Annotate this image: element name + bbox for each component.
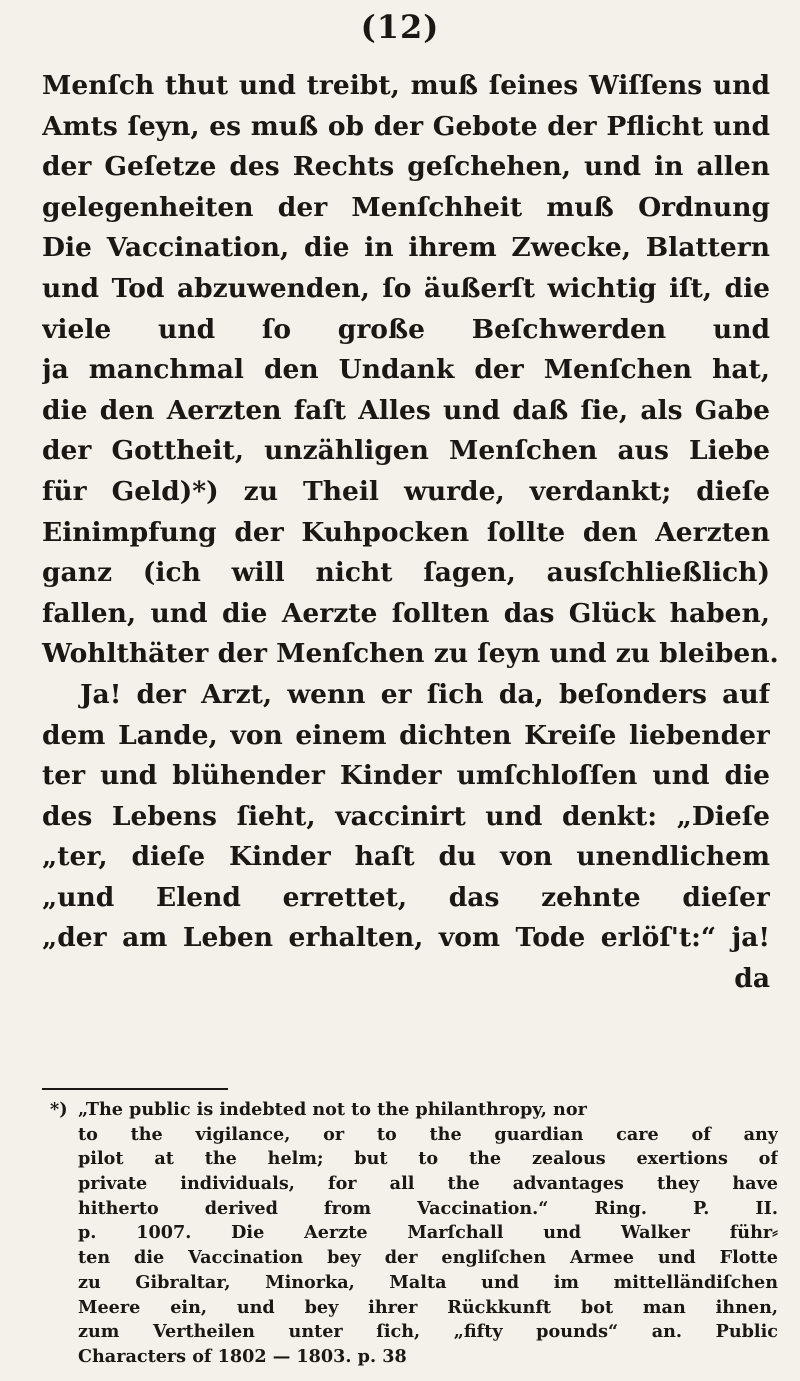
text-line: Amts ſeyn, es muß ob der Gebote der Pflicht und [42,110,770,142]
text-line: und Tod abzuwenden, ſo äußerſt wichtig iſt, die [42,272,770,304]
footnote-line: private individuals, for all the advantages they have [78,1173,778,1195]
text-line: „ter, dieſe Kinder haſt du von unendlichem [42,841,770,873]
footnote-line: zum Vertheilen unter ſich, „fifty pounds“ an. Public [78,1321,778,1343]
footnote-line: pilot at the helm; but to the zealous exertions of [78,1148,778,1170]
main-text [42,66,779,1000]
footnote-divider [42,1088,228,1090]
footnote-line: Characters of 1802 — 1803. p. 38 [78,1345,407,1367]
text-line: ganz (ich will nicht ſagen, ausſchließlich) [42,557,770,589]
footnote-line: p. 1007. Die Aerzte Marſchall und Walker führ⸗ [78,1222,778,1244]
text-line: „und Elend errettet, das zehnte dieſer [42,881,770,913]
text-line: gelegenheiten der Menſchheit muß Ordnung [42,191,770,223]
text-line: für Geld)*) zu Theil wurde, verdankt; dieſe [42,475,770,507]
text-line: dem Lande, von einem dichten Kreiſe liebender [42,719,770,751]
text-line: Ja! der Arzt, wenn er ſich da, beſonders auf [80,678,770,710]
text-line: der Gottheit, unzähligen Menſchen aus Liebe [42,435,770,467]
text-line: fallen, und die Aerzte ſollten das Glück haben, [42,597,770,629]
text-line: ter und blühender Kinder umſchloſſen und die [42,760,770,792]
text-line: Die Vaccination, die in ihrem Zwecke, Blattern [42,232,770,264]
footnote-marker: *) [50,1099,68,1120]
footnote [50,1098,778,1370]
footnote-line: ten die Vaccination bey der engliſchen Armee und Flotte [78,1247,778,1269]
text-line: Menſch thut und treibt, muß ſeines Wiſſens und [42,70,770,101]
text-line: viele und ſo große Beſchwerden und [42,313,770,345]
footnote-line: to the vigilance, or to the guardian care of any [78,1123,778,1145]
page-number: (12) [360,8,440,46]
footnote-line: Meere ein, und bey ihrer Rückkunft bot man ihnen, [78,1296,778,1318]
text-line: „der am Leben erhalten, vom Tode erlöſ't:“ ja! [42,922,770,954]
footnote-line: zu Gibraltar, Minorka, Malta und im mittelländiſchen [78,1271,778,1293]
catchword: da [734,963,770,995]
text-line: die den Aerzten faſt Alles und daß ſie, als Gabe [42,394,770,426]
text-line: Einimpfung der Kuhpocken ſollte den Aerzten [42,516,770,548]
text-line: ja manchmal den Undank der Menſchen hat, [42,354,770,386]
footnote-line: „The public is indebted not to the philanthropy, nor [78,1099,587,1120]
footnote-line: hitherto derived from Vaccination.“ Ring. P. II. [78,1197,778,1219]
text-line: Wohlthäter der Menſchen zu ſeyn und zu bleiben. [42,638,779,670]
text-line: des Lebens ſieht, vaccinirt und denkt: „Dieſe [42,800,770,832]
text-line: der Geſetze des Rechts geſchehen, und in allen [42,151,770,183]
